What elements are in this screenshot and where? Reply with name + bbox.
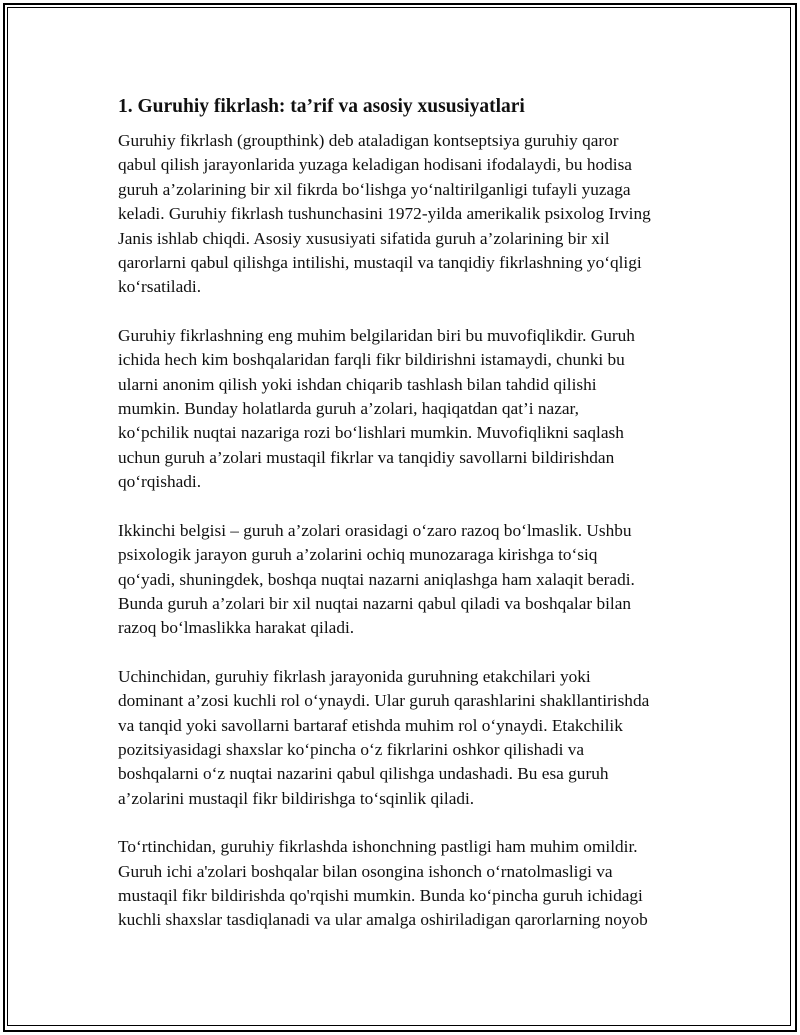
text-line: qabul qilish jarayonlarida yuzaga keladigan hodisani ifodalaydi, bu hodisa — [118, 155, 632, 175]
text-line: mustaqil fikr bildirishda qo'rqishi mumkin. Bunda ko‘pincha guruh ichidagi — [118, 885, 643, 905]
text-line: Guruhiy fikrlash (groupthink) deb ataladigan kontseptsiya guruhiy qaror — [118, 131, 619, 150]
text-line: ko‘pchilik nuqtai nazariga rozi bo‘lishlari mumkin. Muvofiqlikni saqlash — [118, 423, 624, 443]
text-line: a’zolarini mustaqil fikr bildirishga to‘sqinlik qiladi. — [118, 788, 475, 808]
paragraph — [118, 519, 703, 641]
text-line: qo‘rqishadi. — [118, 472, 202, 492]
text-line: Janis ishlab chiqdi. Asosiy xususiyati sifatida guruh a’zolarining bir xil — [118, 228, 610, 248]
paragraph — [118, 129, 703, 300]
text-line: keladi. Guruhiy fikrlash tushunchasini 1972-yilda amerikalik psixolog Irving — [118, 204, 651, 224]
text-line: qo‘yadi, shuningdek, boshqa nuqtai nazarni aniqlashga ham xalaqit beradi. — [118, 569, 635, 589]
text-line: kuchli shaxslar tasdiqlanadi va ular amalga oshiriladigan qarorlarning noyob — [118, 910, 648, 930]
text-line: psixologik jarayon guruh a’zolarini ochiq munozaraga kirishga to‘siq — [118, 545, 598, 565]
text-line: Uchinchidan, guruhiy fikrlash jarayonida guruhning etakchilari yoki — [118, 666, 591, 686]
text-line: ko‘rsatiladi. — [118, 277, 202, 297]
text-line: Bunda guruh a’zolari bir xil nuqtai nazarni qabul qiladi va boshqalar bilan — [118, 593, 632, 613]
text-line: qarorlarni qabul qilishga intilishi, mustaqil va tanqidiy fikrlashning yo‘qligi — [118, 253, 642, 273]
text-line: dominant a’zosi kuchli rol o‘ynaydi. Ular guruh qarashlarini shakllantirishda — [118, 691, 650, 711]
paragraph — [118, 665, 703, 811]
document-body — [118, 94, 703, 957]
text-line: ularni anonim qilish yoki ishdan chiqarib tashlash bilan tahdid qilishi — [118, 374, 597, 394]
text-line: To‘rtinchidan, guruhiy fikrlashda ishonchning pastligi ham muhim omildir. — [118, 837, 638, 857]
text-line: Guruh ichi a'zolari boshqalar bilan osongina ishonch o‘rnatolmasligi va — [118, 861, 613, 881]
text-line: ichida hech kim boshqalaridan farqli fikr bildirishni istamaydi, chunki bu — [118, 350, 625, 370]
section-heading: 1. Guruhiy fikrlash: ta’rif va asosiy xususiyatlari — [118, 96, 525, 117]
paragraphs-container — [118, 129, 703, 933]
paragraph — [118, 324, 703, 495]
text-line: va tanqid yoki savollarni bartaraf etishda muhim rol o‘ynaydi. Etakchilik — [118, 715, 623, 735]
text-line: Ikkinchi belgisi – guruh a’zolari orasidagi o‘zaro razoq bo‘lmaslik. Ushbu — [118, 520, 632, 540]
text-line: razoq bo‘lmaslikka harakat qiladi. — [118, 618, 355, 638]
text-line: uchun guruh a’zolari mustaqil fikrlar va tanqidiy savollarni bildirishdan — [118, 447, 615, 467]
text-line: mumkin. Bunday holatlarda guruh a’zolari, haqiqatdan qat’i nazar, — [118, 399, 579, 419]
text-line: Guruhiy fikrlashning eng muhim belgilaridan biri bu muvofiqlikdir. Guruh — [118, 325, 635, 345]
text-line: pozitsiyasidagi shaxslar ko‘pincha o‘z fikrlarini oshkor qilishadi va — [118, 739, 585, 759]
text-line: boshqalarni o‘z nuqtai nazarini qabul qilishga undashadi. Bu esa guruh — [118, 764, 609, 784]
paragraph — [118, 835, 703, 933]
text-line: guruh a’zolarining bir xil fikrda bo‘lishga yo‘naltirilganligi tufayli yuzaga — [118, 179, 631, 199]
